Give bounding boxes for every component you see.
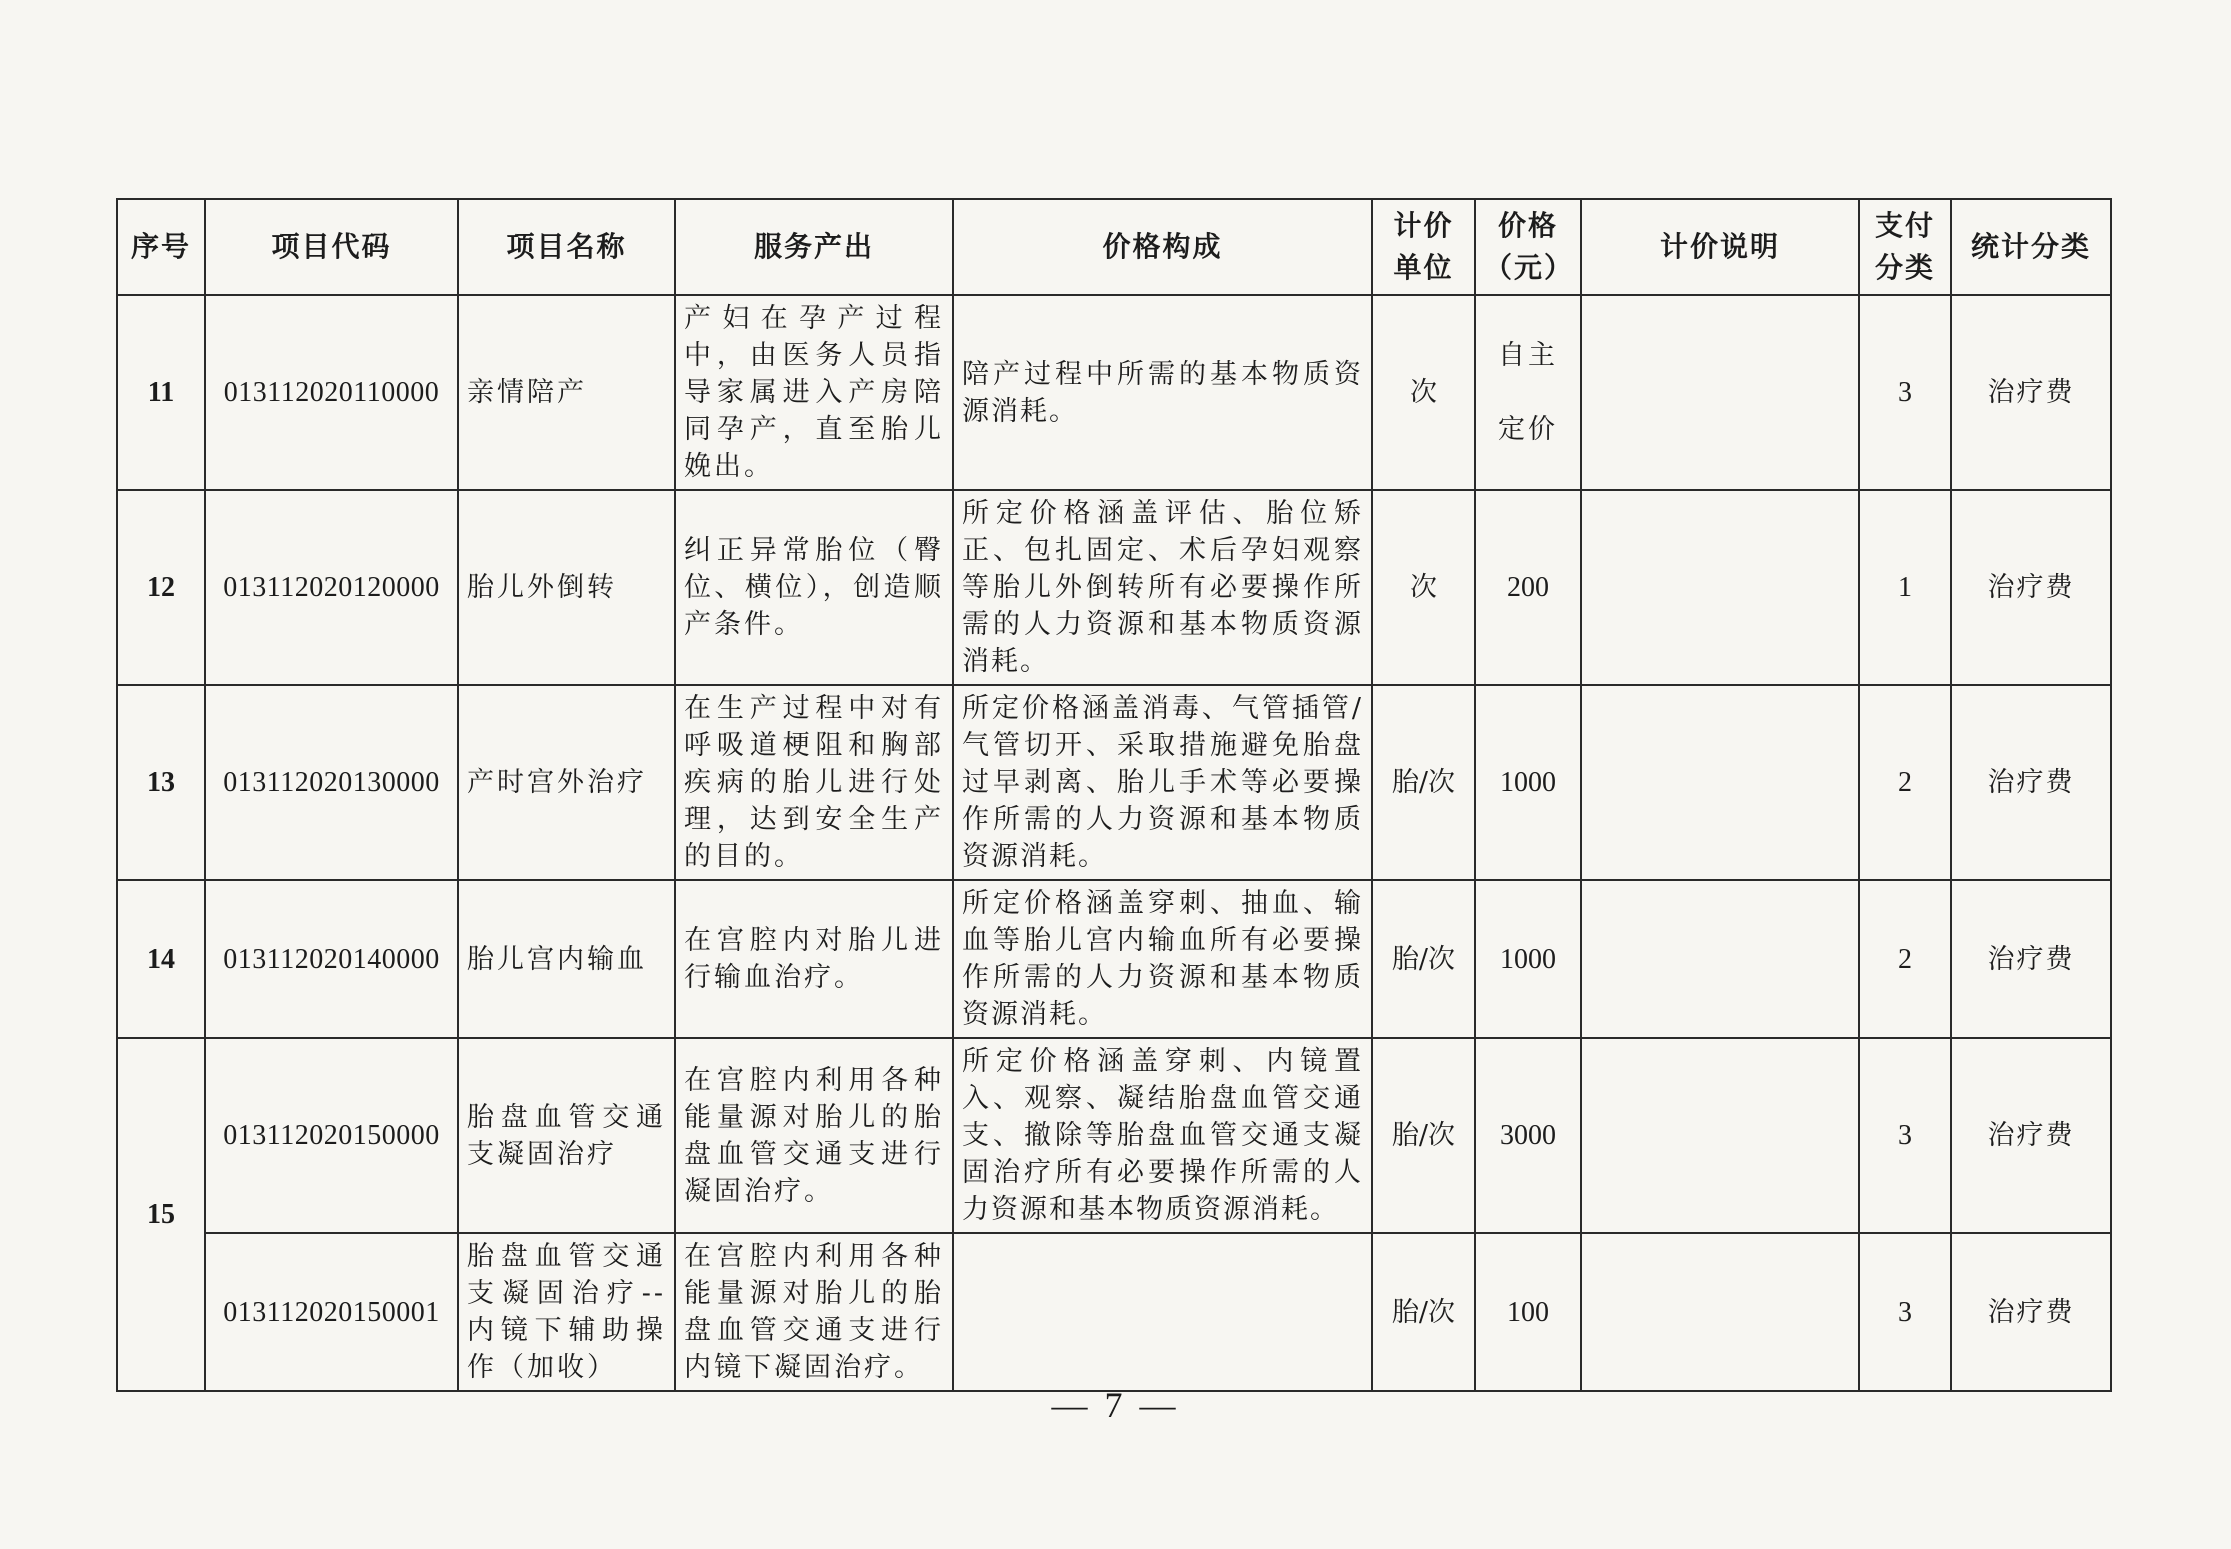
pricing-table <box>116 198 2112 1392</box>
table-row <box>117 685 2111 880</box>
row-unit: 次 <box>1372 295 1475 490</box>
row-code: 013112020120000 <box>205 490 458 685</box>
row-payment: 3 <box>1859 1233 1951 1391</box>
row-note <box>1581 1233 1859 1391</box>
row-note <box>1581 490 1859 685</box>
row-composition: 所定价格涵盖穿刺、抽血、输血等胎儿宫内输血所有必要操作所需的人力资源和基本物质资源消耗。 <box>953 880 1372 1038</box>
row-output: 在宫腔内利用各种能量源对胎儿的胎盘血管交通支进行凝固治疗。 <box>675 1038 953 1233</box>
row-composition <box>953 1233 1372 1391</box>
row-name: 胎儿宫内输血 <box>458 880 675 1038</box>
row-note <box>1581 685 1859 880</box>
row-unit: 胎/次 <box>1372 1038 1475 1233</box>
row-unit: 胎/次 <box>1372 1233 1475 1391</box>
row-name: 胎盘血管交通支凝固治疗--内镜下辅助操作（加收） <box>458 1233 675 1391</box>
header-seq: 序号 <box>117 199 205 295</box>
row-price: 1000 <box>1475 880 1581 1038</box>
row-payment: 3 <box>1859 295 1951 490</box>
row-name: 产时宫外治疗 <box>458 685 675 880</box>
row-unit: 次 <box>1372 490 1475 685</box>
row-note <box>1581 295 1859 490</box>
row-price: 自主定价 <box>1475 295 1581 490</box>
row-code: 013112020130000 <box>205 685 458 880</box>
row-price: 200 <box>1475 490 1581 685</box>
row-output: 在宫腔内对胎儿进行输血治疗。 <box>675 880 953 1038</box>
table-row <box>117 295 2111 490</box>
row-composition: 所定价格涵盖穿刺、内镜置入、观察、凝结胎盘血管交通支、撤除等胎盘血管交通支凝固治疗所有必要操作所需的人力资源和基本物质资源消耗。 <box>953 1038 1372 1233</box>
row-code: 013112020150000 <box>205 1038 458 1233</box>
page-number: — 7 — <box>1051 1385 1180 1425</box>
row-name: 亲情陪产 <box>458 295 675 490</box>
row-output: 在宫腔内利用各种能量源对胎儿的胎盘血管交通支进行内镜下凝固治疗。 <box>675 1233 953 1391</box>
row-seq: 12 <box>117 490 205 685</box>
row-note <box>1581 880 1859 1038</box>
row-seq: 14 <box>117 880 205 1038</box>
row-unit: 胎/次 <box>1372 880 1475 1038</box>
table-row <box>117 1038 2111 1233</box>
row-seq: 13 <box>117 685 205 880</box>
row-price: 3000 <box>1475 1038 1581 1233</box>
row-output: 纠正异常胎位（臀位、横位），创造顺产条件。 <box>675 490 953 685</box>
row-payment: 1 <box>1859 490 1951 685</box>
row-name: 胎盘血管交通支凝固治疗 <box>458 1038 675 1233</box>
row-composition: 陪产过程中所需的基本物质资源消耗。 <box>953 295 1372 490</box>
row-code: 013112020150001 <box>205 1233 458 1391</box>
table-row <box>117 880 2111 1038</box>
row-code: 013112020110000 <box>205 295 458 490</box>
row-payment: 2 <box>1859 685 1951 880</box>
row-price: 100 <box>1475 1233 1581 1391</box>
row-seq: 11 <box>117 295 205 490</box>
header-stat: 统计分类 <box>1951 199 2111 295</box>
row-composition: 所定价格涵盖评估、胎位矫正、包扎固定、术后孕妇观察等胎儿外倒转所有必要操作所需的人力资源和基本物质资源消耗。 <box>953 490 1372 685</box>
row-seq: 15 <box>117 1038 205 1391</box>
row-code: 013112020140000 <box>205 880 458 1038</box>
header-price: 价格（元） <box>1475 199 1581 295</box>
header-payment: 支付分类 <box>1859 199 1951 295</box>
row-payment: 3 <box>1859 1038 1951 1233</box>
row-name: 胎儿外倒转 <box>458 490 675 685</box>
header-name: 项目名称 <box>458 199 675 295</box>
row-stat: 治疗费 <box>1951 490 2111 685</box>
header-unit: 计价单位 <box>1372 199 1475 295</box>
row-price: 1000 <box>1475 685 1581 880</box>
header-note: 计价说明 <box>1581 199 1859 295</box>
table-row <box>117 1233 2111 1391</box>
row-stat: 治疗费 <box>1951 1038 2111 1233</box>
row-payment: 2 <box>1859 880 1951 1038</box>
row-output: 产妇在孕产过程中，由医务人员指导家属进入产房陪同孕产，直至胎儿娩出。 <box>675 295 953 490</box>
header-composition: 价格构成 <box>953 199 1372 295</box>
row-stat: 治疗费 <box>1951 880 2111 1038</box>
table-row <box>117 490 2111 685</box>
row-stat: 治疗费 <box>1951 295 2111 490</box>
row-output: 在生产过程中对有呼吸道梗阻和胸部疾病的胎儿进行处理，达到安全生产的目的。 <box>675 685 953 880</box>
row-unit: 胎/次 <box>1372 685 1475 880</box>
row-composition: 所定价格涵盖消毒、气管插管/气管切开、采取措施避免胎盘过早剥离、胎儿手术等必要操作所需的人力资源和基本物质资源消耗。 <box>953 685 1372 880</box>
table-header-row <box>117 199 2111 295</box>
header-code: 项目代码 <box>205 199 458 295</box>
row-stat: 治疗费 <box>1951 685 2111 880</box>
header-output: 服务产出 <box>675 199 953 295</box>
row-stat: 治疗费 <box>1951 1233 2111 1391</box>
row-note <box>1581 1038 1859 1233</box>
